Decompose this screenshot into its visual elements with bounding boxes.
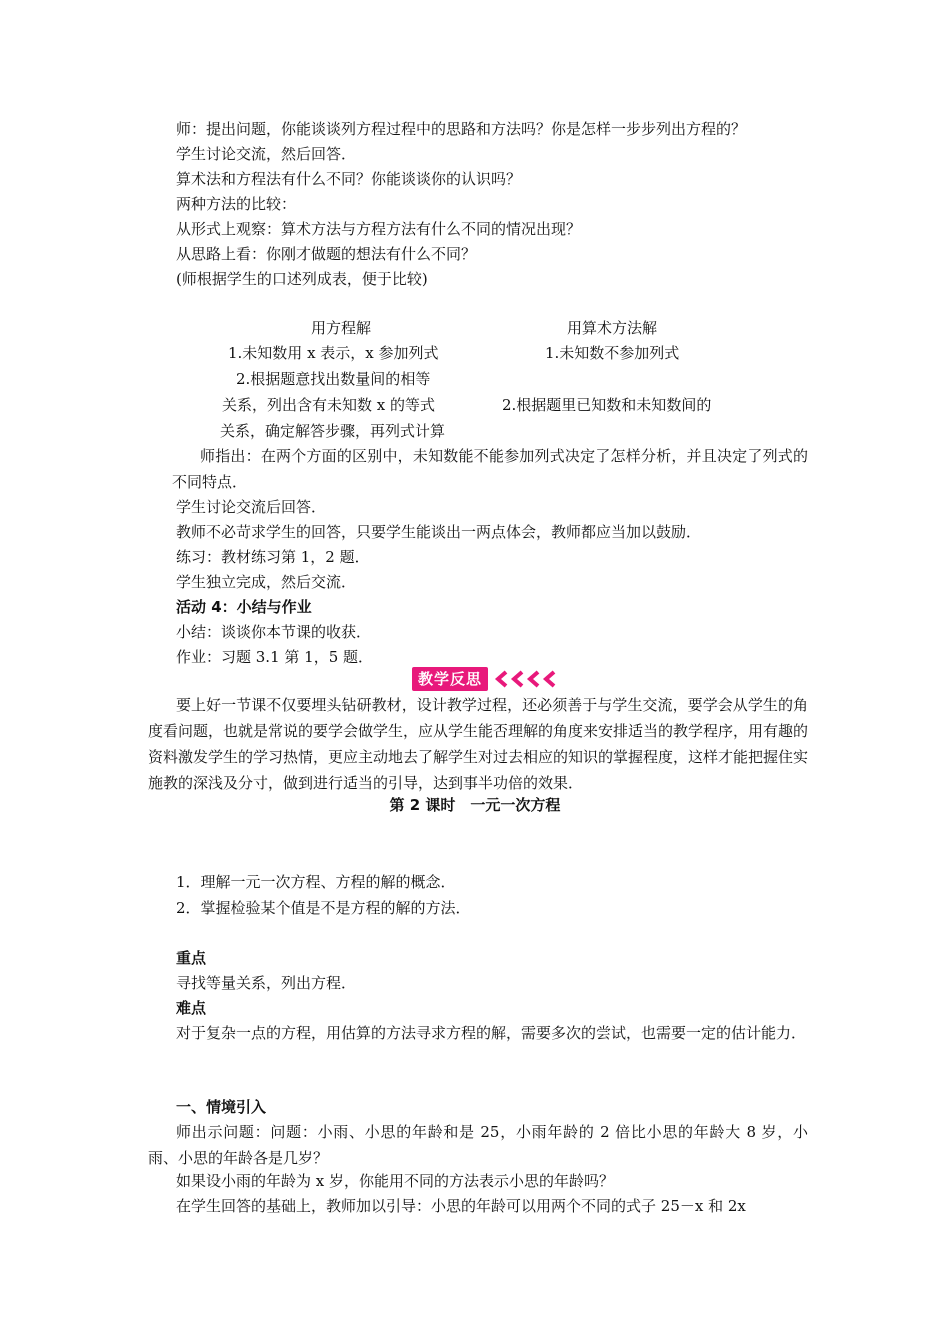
objective-item: 1．理解一元一次方程、方程的解的概念． [176, 873, 456, 891]
key-point-heading: 重点 [176, 949, 207, 967]
banner-label: 教学反思 [412, 667, 488, 691]
text-line: 教师不必苛求学生的回答，只要学生能谈出一两点体会，教师都应当加以鼓励． [176, 523, 702, 541]
reflection-banner [412, 667, 580, 691]
table-cell: 关系，确定解答步骤，再列式计算 [220, 422, 446, 440]
text-line: 算术法和方程法有什么不同？你能谈谈你的认识吗？ [176, 170, 522, 188]
lesson-title: 第 2 课时 一元一次方程 [389, 796, 561, 814]
text-line: 师：提出问题，你能谈谈列方程过程中的思路和方法吗？你是怎样一步步列出方程的？ [176, 120, 747, 138]
summary-line: 小结：谈谈你本节课的收获． [176, 623, 372, 641]
table-header-arithmetic: 用算术方法解 [567, 319, 658, 337]
text-line: 从形式上观察：算术方法与方程方法有什么不同的情况出现？ [176, 220, 582, 238]
text-line: 练习：教材练习第 1，2 题． [176, 548, 370, 566]
paragraph-text: 师指出：在两个方面的区别中，未知数能不能参加列式决定了怎样分析，并且决定了列式的不同特点． [172, 447, 808, 491]
text-line: 学生讨论交流，然后回答． [176, 145, 357, 163]
table-cell: 2.根据题意找出数量间的相等 [236, 370, 431, 388]
question-text: 如果设小雨的年龄为 x 岁，你能用不同的方法表示小思的年龄吗？ [176, 1172, 614, 1190]
text-line: 学生讨论交流后回答． [176, 498, 327, 516]
key-point-text: 寻找等量关系，列出方程． [176, 974, 357, 992]
reflection-paragraph: 要上好一节课不仅要埋头钻研教材，设计教学过程，还必须善于与学生交流，要学会从学生的角度看问题，也就是常说的要学会做学生，应从学生能否理解的角度来安排适当的教学程序，用有趣的资料激发学生的学习热情，更应主动地去了解学生对过去相应的知识的掌握程度，这样才能把握住实施教的深浅及分寸，做到进行适当的引导，达到事半功倍的效果． [148, 696, 809, 792]
activity-heading: 活动 4：小结与作业 [176, 598, 312, 616]
homework-line: 作业：习题 3.1 第 1，5 题． [176, 648, 374, 666]
text-line: (师根据学生的口述列成表，便于比较) [176, 270, 428, 288]
table-cell: 2.根据题里已知数和未知数间的 [502, 396, 712, 414]
difficulty-text: 对于复杂一点的方程，用估算的方法寻求方程的解，需要多次的尝试，也需要一定的估计能力． [176, 1024, 807, 1042]
table-cell: 关系，列出含有未知数 x 的等式 [222, 396, 435, 414]
teacher-point-paragraph [172, 443, 808, 495]
table-cell: 1.未知数不参加列式 [545, 344, 680, 362]
guidance-text: 在学生回答的基础上，教师加以引导：小思的年龄可以用两个不同的式子 25－x 和 2x [176, 1197, 746, 1215]
text-line: 两种方法的比较： [176, 195, 297, 213]
chevrons-left-icon [488, 667, 564, 691]
text-line: 学生独立完成，然后交流． [176, 573, 357, 591]
text-line: 从思路上看：你刚才做题的想法有什么不同？ [176, 245, 477, 263]
table-header-equation: 用方程解 [311, 319, 372, 337]
objective-item: 2．掌握检验某个值是不是方程的解的方法． [176, 899, 471, 917]
table-cell: 1.未知数用 x 表示，x 参加列式 [228, 344, 439, 362]
section-heading: 一、情境引入 [176, 1098, 267, 1116]
difficulty-heading: 难点 [176, 999, 207, 1017]
problem-text: 师出示问题：问题：小雨、小思的年龄和是 25，小雨年龄的 2 倍比小思的年龄大 8 岁，小雨、小思的年龄各是几岁？ [148, 1123, 808, 1167]
